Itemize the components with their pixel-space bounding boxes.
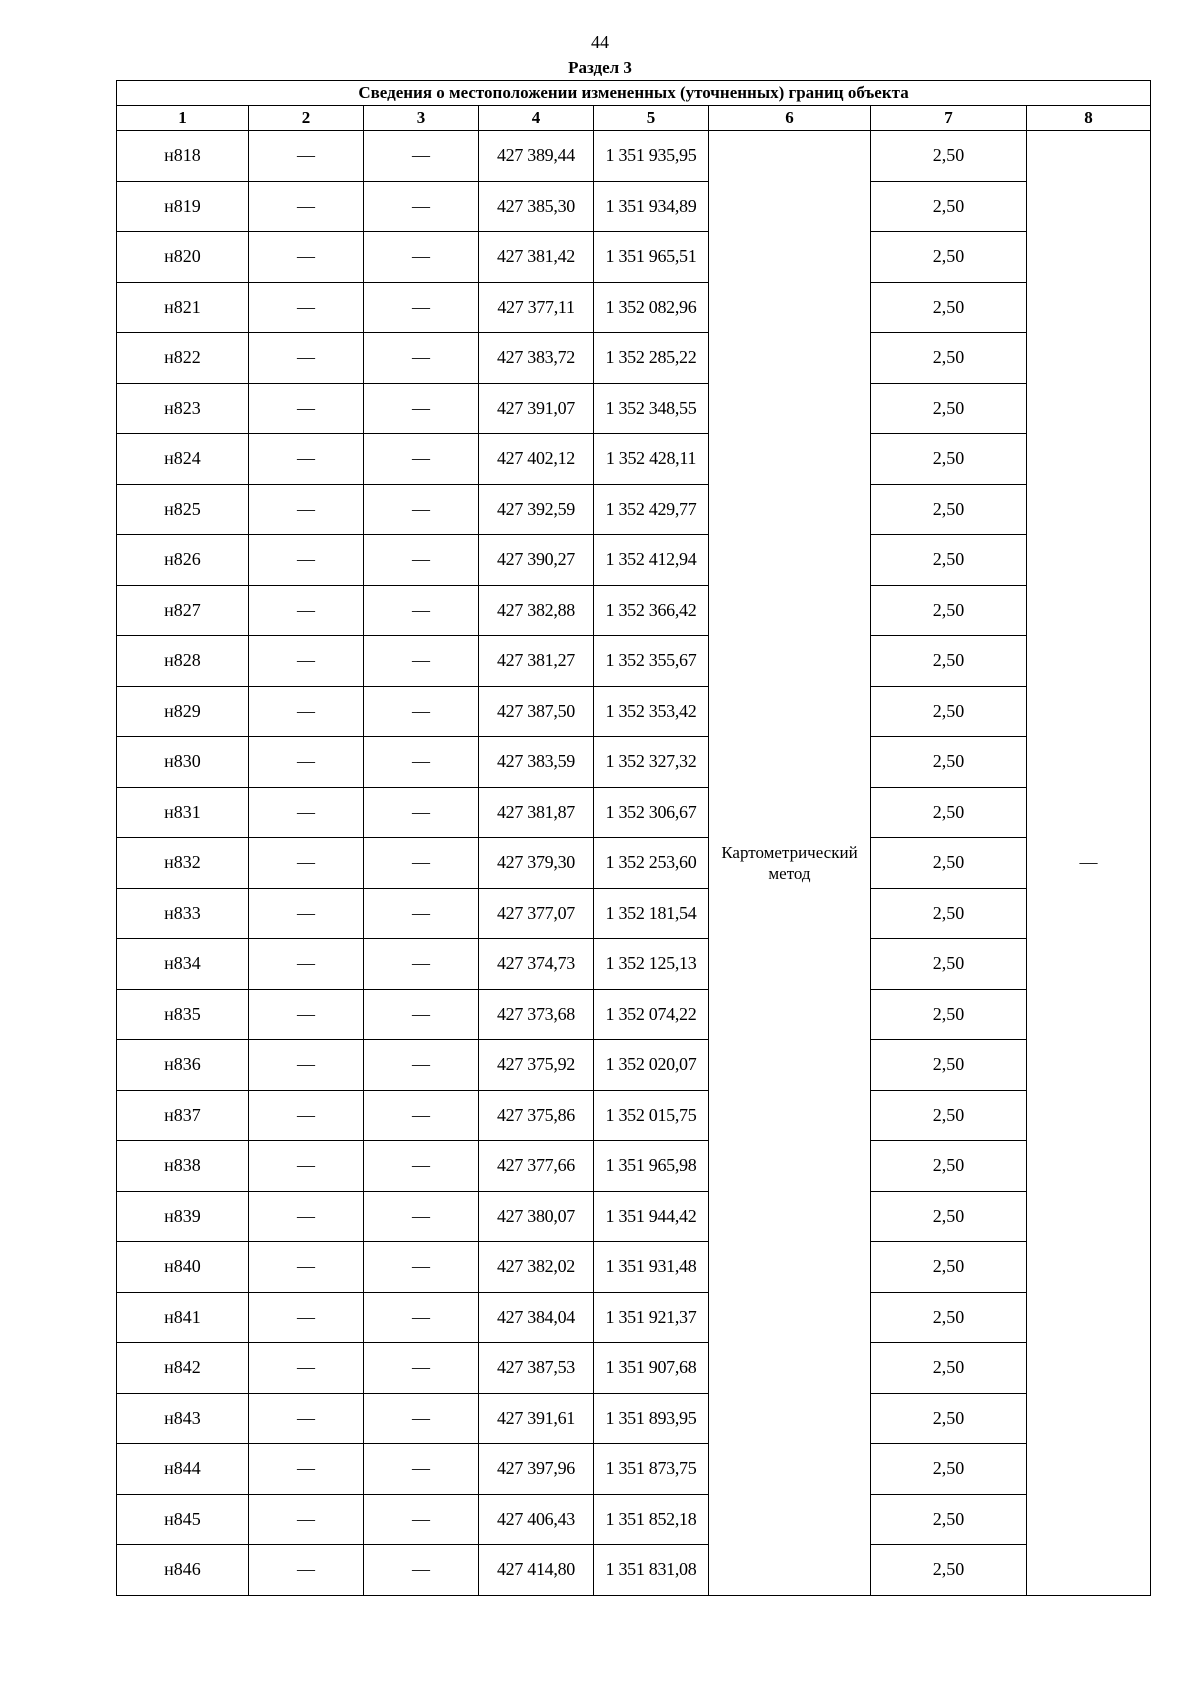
accuracy-cell: 2,50 [871, 888, 1027, 939]
table-row [117, 1191, 1151, 1242]
column-3-cell: — [364, 939, 479, 990]
table-row [117, 535, 1151, 586]
y-coordinate-cell: 1 352 082,96 [594, 282, 709, 333]
table-row [117, 181, 1151, 232]
column-3-cell: — [364, 434, 479, 485]
table-row [117, 1343, 1151, 1394]
y-coordinate-cell: 1 351 893,95 [594, 1393, 709, 1444]
column-2-cell: — [249, 939, 364, 990]
column-3-cell: — [364, 1444, 479, 1495]
point-name-cell: н836 [117, 1040, 249, 1091]
y-coordinate-cell: 1 352 429,77 [594, 484, 709, 535]
column-header: 8 [1027, 106, 1151, 131]
accuracy-cell: 2,50 [871, 636, 1027, 687]
y-coordinate-cell: 1 352 015,75 [594, 1090, 709, 1141]
x-coordinate-cell: 427 392,59 [479, 484, 594, 535]
point-name-cell: н823 [117, 383, 249, 434]
table-row [117, 1494, 1151, 1545]
y-coordinate-cell: 1 351 965,98 [594, 1141, 709, 1192]
x-coordinate-cell: 427 377,07 [479, 888, 594, 939]
column-header: 3 [364, 106, 479, 131]
column-3-cell: — [364, 1242, 479, 1293]
column-2-cell: — [249, 282, 364, 333]
column-2-cell: — [249, 434, 364, 485]
point-name-cell: н833 [117, 888, 249, 939]
x-coordinate-cell: 427 379,30 [479, 838, 594, 889]
table-row [117, 1090, 1151, 1141]
y-coordinate-cell: 1 352 412,94 [594, 535, 709, 586]
y-coordinate-cell: 1 352 353,42 [594, 686, 709, 737]
x-coordinate-cell: 427 381,87 [479, 787, 594, 838]
column-2-cell: — [249, 383, 364, 434]
column-3-cell: — [364, 636, 479, 687]
table-caption-row [117, 81, 1151, 106]
column-2-cell: — [249, 1090, 364, 1141]
x-coordinate-cell: 427 387,53 [479, 1343, 594, 1394]
accuracy-cell: 2,50 [871, 1545, 1027, 1596]
column-2-cell: — [249, 1343, 364, 1394]
y-coordinate-cell: 1 352 181,54 [594, 888, 709, 939]
table-row [117, 838, 1151, 889]
column-2-cell: — [249, 1141, 364, 1192]
accuracy-cell: 2,50 [871, 838, 1027, 889]
section-title: Раздел 3 [568, 58, 632, 77]
column-header: 6 [709, 106, 871, 131]
x-coordinate-cell: 427 382,02 [479, 1242, 594, 1293]
point-name-cell: н837 [117, 1090, 249, 1141]
x-coordinate-cell: 427 374,73 [479, 939, 594, 990]
accuracy-cell: 2,50 [871, 131, 1027, 182]
column-3-cell: — [364, 989, 479, 1040]
accuracy-cell: 2,50 [871, 181, 1027, 232]
accuracy-cell: 2,50 [871, 333, 1027, 384]
column-3-cell: — [364, 838, 479, 889]
column-3-cell: — [364, 181, 479, 232]
column-2-cell: — [249, 1242, 364, 1293]
x-coordinate-cell: 427 391,07 [479, 383, 594, 434]
table-row [117, 1141, 1151, 1192]
table-row [117, 1292, 1151, 1343]
point-name-cell: н826 [117, 535, 249, 586]
point-name-cell: н840 [117, 1242, 249, 1293]
column-header: 7 [871, 106, 1027, 131]
x-coordinate-cell: 427 390,27 [479, 535, 594, 586]
x-coordinate-cell: 427 397,96 [479, 1444, 594, 1495]
column-2-cell: — [249, 131, 364, 182]
table-row [117, 1545, 1151, 1596]
y-coordinate-cell: 1 352 348,55 [594, 383, 709, 434]
column-3-cell: — [364, 232, 479, 283]
column-2-cell: — [249, 232, 364, 283]
accuracy-cell: 2,50 [871, 1141, 1027, 1192]
y-coordinate-cell: 1 352 253,60 [594, 838, 709, 889]
accuracy-cell: 2,50 [871, 989, 1027, 1040]
column-3-cell: — [364, 383, 479, 434]
column-3-cell: — [364, 686, 479, 737]
accuracy-cell: 2,50 [871, 434, 1027, 485]
column-3-cell: — [364, 1494, 479, 1545]
accuracy-cell: 2,50 [871, 535, 1027, 586]
point-name-cell: н838 [117, 1141, 249, 1192]
y-coordinate-cell: 1 352 366,42 [594, 585, 709, 636]
column-2-cell: — [249, 838, 364, 889]
table-row [117, 383, 1151, 434]
x-coordinate-cell: 427 406,43 [479, 1494, 594, 1545]
table-row [117, 686, 1151, 737]
point-name-cell: н819 [117, 181, 249, 232]
y-coordinate-cell: 1 352 355,67 [594, 636, 709, 687]
x-coordinate-cell: 427 377,11 [479, 282, 594, 333]
y-coordinate-cell: 1 352 074,22 [594, 989, 709, 1040]
y-coordinate-cell: 1 352 125,13 [594, 939, 709, 990]
x-coordinate-cell: 427 384,04 [479, 1292, 594, 1343]
x-coordinate-cell: 427 414,80 [479, 1545, 594, 1596]
x-coordinate-cell: 427 387,50 [479, 686, 594, 737]
accuracy-cell: 2,50 [871, 1444, 1027, 1495]
column-3-cell: — [364, 484, 479, 535]
table-row [117, 1242, 1151, 1293]
accuracy-cell: 2,50 [871, 939, 1027, 990]
x-coordinate-cell: 427 402,12 [479, 434, 594, 485]
y-coordinate-cell: 1 351 965,51 [594, 232, 709, 283]
table-row [117, 888, 1151, 939]
y-coordinate-cell: 1 351 873,75 [594, 1444, 709, 1495]
accuracy-cell: 2,50 [871, 1242, 1027, 1293]
point-name-cell: н818 [117, 131, 249, 182]
table-row [117, 787, 1151, 838]
y-coordinate-cell: 1 352 327,32 [594, 737, 709, 788]
accuracy-cell: 2,50 [871, 282, 1027, 333]
accuracy-cell: 2,50 [871, 585, 1027, 636]
column-header: 4 [479, 106, 594, 131]
point-name-cell: н828 [117, 636, 249, 687]
column-header: 5 [594, 106, 709, 131]
column-3-cell: — [364, 535, 479, 586]
accuracy-cell: 2,50 [871, 484, 1027, 535]
column-3-cell: — [364, 1141, 479, 1192]
x-coordinate-cell: 427 373,68 [479, 989, 594, 1040]
y-coordinate-cell: 1 352 306,67 [594, 787, 709, 838]
y-coordinate-cell: 1 351 907,68 [594, 1343, 709, 1394]
table-row [117, 484, 1151, 535]
column-3-cell: — [364, 737, 479, 788]
x-coordinate-cell: 427 381,42 [479, 232, 594, 283]
point-name-cell: н831 [117, 787, 249, 838]
accuracy-cell: 2,50 [871, 1494, 1027, 1545]
point-name-cell: н845 [117, 1494, 249, 1545]
accuracy-cell: 2,50 [871, 232, 1027, 283]
table-row [117, 636, 1151, 687]
x-coordinate-cell: 427 377,66 [479, 1141, 594, 1192]
column-2-cell: — [249, 989, 364, 1040]
column-3-cell: — [364, 1545, 479, 1596]
accuracy-cell: 2,50 [871, 737, 1027, 788]
x-coordinate-cell: 427 385,30 [479, 181, 594, 232]
column-2-cell: — [249, 181, 364, 232]
column-3-cell: — [364, 1040, 479, 1091]
table-row [117, 232, 1151, 283]
x-coordinate-cell: 427 375,86 [479, 1090, 594, 1141]
accuracy-cell: 2,50 [871, 1040, 1027, 1091]
column-2-cell: — [249, 1545, 364, 1596]
point-name-cell: н820 [117, 232, 249, 283]
accuracy-cell: 2,50 [871, 1393, 1027, 1444]
column-2-cell: — [249, 787, 364, 838]
column-2-cell: — [249, 333, 364, 384]
point-name-cell: н843 [117, 1393, 249, 1444]
column-2-cell: — [249, 686, 364, 737]
column-2-cell: — [249, 888, 364, 939]
column-2-cell: — [249, 737, 364, 788]
accuracy-cell: 2,50 [871, 787, 1027, 838]
x-coordinate-cell: 427 381,27 [479, 636, 594, 687]
column-2-cell: — [249, 1444, 364, 1495]
point-name-cell: н835 [117, 989, 249, 1040]
table-row [117, 585, 1151, 636]
table-row [117, 434, 1151, 485]
x-coordinate-cell: 427 383,59 [479, 737, 594, 788]
accuracy-cell: 2,50 [871, 1343, 1027, 1394]
column-2-cell: — [249, 535, 364, 586]
table-row [117, 737, 1151, 788]
column-3-cell: — [364, 333, 479, 384]
column-2-cell: — [249, 585, 364, 636]
column-3-cell: — [364, 1343, 479, 1394]
accuracy-cell: 2,50 [871, 686, 1027, 737]
accuracy-cell: 2,50 [871, 383, 1027, 434]
point-name-cell: н832 [117, 838, 249, 889]
column-2-cell: — [249, 1040, 364, 1091]
boundary-coordinates-table [116, 80, 1151, 1596]
y-coordinate-cell: 1 351 934,89 [594, 181, 709, 232]
accuracy-cell: 2,50 [871, 1191, 1027, 1242]
y-coordinate-cell: 1 351 921,37 [594, 1292, 709, 1343]
table-row [117, 131, 1151, 182]
column-3-cell: — [364, 1090, 479, 1141]
point-name-cell: н822 [117, 333, 249, 384]
table-row [117, 1040, 1151, 1091]
column-8-cell: — [1027, 131, 1151, 1596]
column-2-cell: — [249, 1292, 364, 1343]
column-3-cell: — [364, 1191, 479, 1242]
x-coordinate-cell: 427 389,44 [479, 131, 594, 182]
point-name-cell: н829 [117, 686, 249, 737]
y-coordinate-cell: 1 352 428,11 [594, 434, 709, 485]
accuracy-cell: 2,50 [871, 1090, 1027, 1141]
point-name-cell: н827 [117, 585, 249, 636]
method-cell: Картометрический метод [709, 131, 871, 1596]
table-row [117, 1444, 1151, 1495]
point-name-cell: н841 [117, 1292, 249, 1343]
point-name-cell: н839 [117, 1191, 249, 1242]
point-name-cell: н821 [117, 282, 249, 333]
column-header: 2 [249, 106, 364, 131]
point-name-cell: н842 [117, 1343, 249, 1394]
column-2-cell: — [249, 636, 364, 687]
column-3-cell: — [364, 131, 479, 182]
column-3-cell: — [364, 1393, 479, 1444]
table-row [117, 1393, 1151, 1444]
point-name-cell: н844 [117, 1444, 249, 1495]
column-3-cell: — [364, 585, 479, 636]
y-coordinate-cell: 1 352 285,22 [594, 333, 709, 384]
table-row [117, 333, 1151, 384]
column-header-row [117, 106, 1151, 131]
column-2-cell: — [249, 1494, 364, 1545]
column-2-cell: — [249, 1191, 364, 1242]
y-coordinate-cell: 1 351 831,08 [594, 1545, 709, 1596]
column-3-cell: — [364, 888, 479, 939]
column-3-cell: — [364, 787, 479, 838]
y-coordinate-cell: 1 352 020,07 [594, 1040, 709, 1091]
column-header: 1 [117, 106, 249, 131]
column-2-cell: — [249, 484, 364, 535]
y-coordinate-cell: 1 351 935,95 [594, 131, 709, 182]
table-caption: Сведения о местоположении измененных (уточненных) границ объекта [117, 81, 1151, 106]
y-coordinate-cell: 1 351 944,42 [594, 1191, 709, 1242]
page-number: 44 [591, 32, 609, 52]
x-coordinate-cell: 427 391,61 [479, 1393, 594, 1444]
accuracy-cell: 2,50 [871, 1292, 1027, 1343]
x-coordinate-cell: 427 383,72 [479, 333, 594, 384]
column-3-cell: — [364, 282, 479, 333]
column-2-cell: — [249, 1393, 364, 1444]
column-3-cell: — [364, 1292, 479, 1343]
point-name-cell: н834 [117, 939, 249, 990]
table-row [117, 939, 1151, 990]
table-row [117, 282, 1151, 333]
table-row [117, 989, 1151, 1040]
point-name-cell: н825 [117, 484, 249, 535]
x-coordinate-cell: 427 380,07 [479, 1191, 594, 1242]
y-coordinate-cell: 1 351 931,48 [594, 1242, 709, 1293]
point-name-cell: н846 [117, 1545, 249, 1596]
point-name-cell: н830 [117, 737, 249, 788]
point-name-cell: н824 [117, 434, 249, 485]
table-body [117, 131, 1151, 1596]
x-coordinate-cell: 427 382,88 [479, 585, 594, 636]
y-coordinate-cell: 1 351 852,18 [594, 1494, 709, 1545]
x-coordinate-cell: 427 375,92 [479, 1040, 594, 1091]
